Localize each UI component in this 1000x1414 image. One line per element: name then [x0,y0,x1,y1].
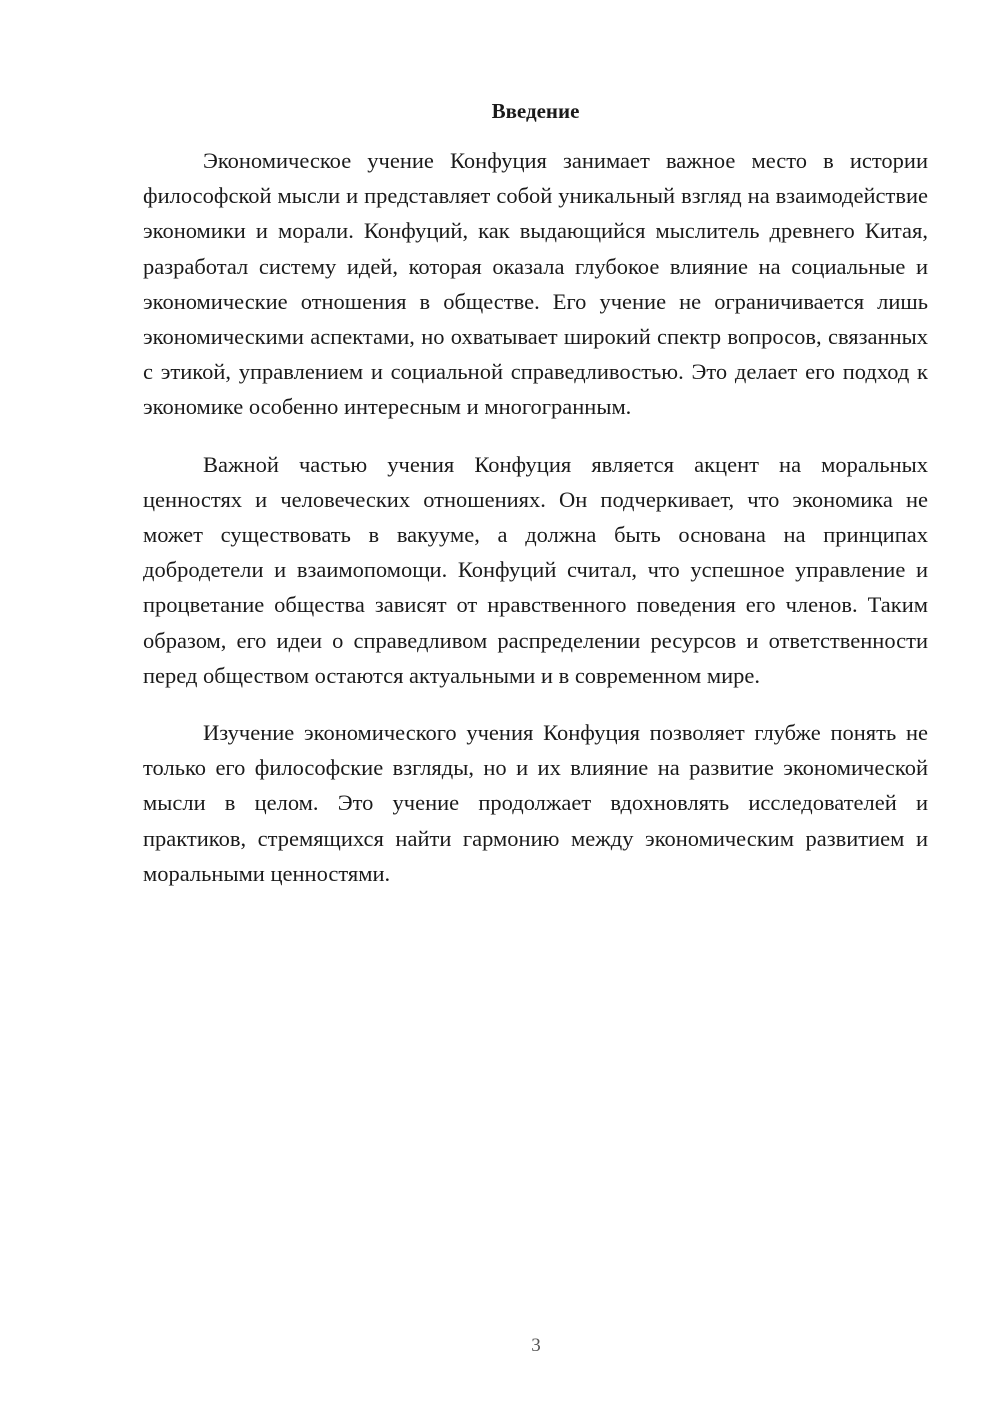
paragraph-2: Важной частью учения Конфуция является акцент на моральных ценностях и человеческих отношениях. Он подчеркивает, что экономика не может существовать в вакууме, а должна быть основана на принципах добродетели и взаимопомощи. Конфуций считал, что успешное управление и процветание общества зависят от нравственного поведения его членов. Таким образом, его идеи о справедливом распределении ресурсов и ответственности перед обществом остаются актуальными и в современном мире. [143,451,928,688]
paragraph-1: Экономическое учение Конфуция занимает важное место в истории философской мысли и представляет собой уникальный взгляд на взаимодействие экономики и морали. Конфуций, как выдающийся мыслитель древнего Китая, разработал систему идей, которая оказала глубокое влияние на социальные и экономические отношения в обществе. Его учение не ограничивается лишь экономическими аспектами, но охватывает широкий спектр вопросов, связанных с этикой, управлением и социальной справедливостью. Это делает его подход к экономике особенно интересным и многогранным. [143,148,928,420]
section-heading: Введение [491,99,580,123]
paragraph-3: Изучение экономического учения Конфуция позволяет глубже понять не только его философские взгляды, но и их влияние на развитие экономической мысли в целом. Это учение продолжает вдохновлять исследователей и практиков, стремящихся найти гармонию между экономическим развитием и моральными ценностями. [143,720,928,886]
page-number: 3 [531,1335,541,1356]
body-text [143,143,928,913]
